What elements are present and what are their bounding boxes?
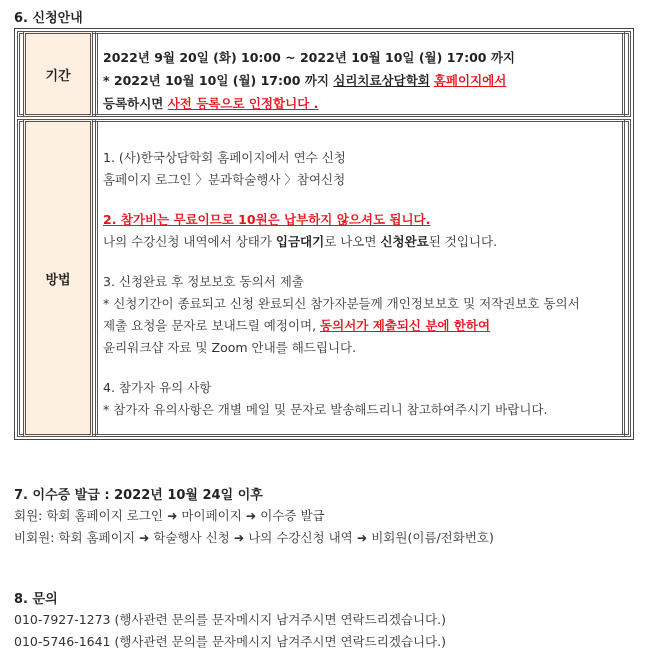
member-path: 회원: 학회 홈페이지 로그인 ➜ 마이페이지 ➜ 이수증 발급 [14, 508, 325, 523]
method-step3-line1: * 신청기간이 종료되고 신청 완료되신 참가자분들께 개인정보보호 및 저작권보호 동의서 [103, 296, 580, 311]
period-content [95, 31, 625, 117]
arrow-icon: ➜ [356, 530, 368, 545]
arrow-icon: ➜ [138, 530, 150, 545]
method-step4-title: 4. 참가자 유의 사항 [103, 380, 212, 395]
period-line-2: * 2022년 10월 10일 (월) 17:00 까지 심리치료상담학회 홈페이지에서 [103, 73, 507, 88]
nonmember-path: 비회원: 학회 홈페이지 ➜ 학술행사 신청 ➜ 나의 수강신청 내역 ➜ 비회원(이름/전화번호) [14, 530, 494, 545]
arrow-icon: ➜ [233, 530, 245, 545]
period-row [17, 31, 631, 117]
contact-1: 010-7927-1273 (행사관련 문의를 문자메시지 남겨주시면 연락드리겠습니다.) [14, 612, 446, 627]
section6-title: 6. 신청안내 [14, 11, 83, 26]
method-step1-path: 홈페이지 로그인 〉분과학술행사 〉참여신청 [103, 172, 346, 187]
arrow-icon: ➜ [166, 508, 178, 523]
arrow-icon: ➜ [245, 508, 257, 523]
method-step1-title: 1. (사)한국상담학회 홈페이지에서 연수 신청 [103, 150, 346, 165]
method-row [17, 119, 631, 437]
method-step4-desc: * 참가자 유의사항은 개별 메일 및 문자로 발송해드리니 참고하여주시기 바랍니다. [103, 402, 548, 417]
method-step3-line2: 제출 요청을 문자로 보내드릴 예정이며, 동의서가 제출되신 분에 한하여 [103, 318, 491, 333]
method-step3-line3: 윤리워크샵 자료 및 Zoom 안내를 해드립니다. [103, 340, 357, 355]
method-step2-desc: 나의 수강신청 내역에서 상태가 입금대기로 나오면 신청완료된 것입니다. [103, 234, 498, 249]
method-step2-title: 2. 참가비는 무료이므로 10원은 납부하지 않으셔도 됩니다. [103, 212, 431, 227]
section8-title: 8. 문의 [14, 592, 58, 607]
method-label: 방법 [23, 119, 93, 437]
period-label: 기간 [23, 31, 93, 117]
application-info-table [14, 28, 634, 440]
period-line-3: 등록하시면 사전 등록으로 인정합니다 . [103, 96, 319, 111]
contact-2: 010-5746-1641 (행사관련 문의를 문자메시지 남겨주시면 연락드리겠습니다.) [14, 634, 446, 649]
method-step3-title: 3. 신청완료 후 정보보호 동의서 제출 [103, 274, 304, 289]
period-line-1: 2022년 9월 20일 (화) 10:00 ~ 2022년 10월 10일 (월) 17:00 까지 [103, 50, 515, 65]
section7-title: 7. 이수증 발급 : 2022년 10월 24일 이후 [14, 488, 263, 503]
method-content [95, 119, 625, 437]
